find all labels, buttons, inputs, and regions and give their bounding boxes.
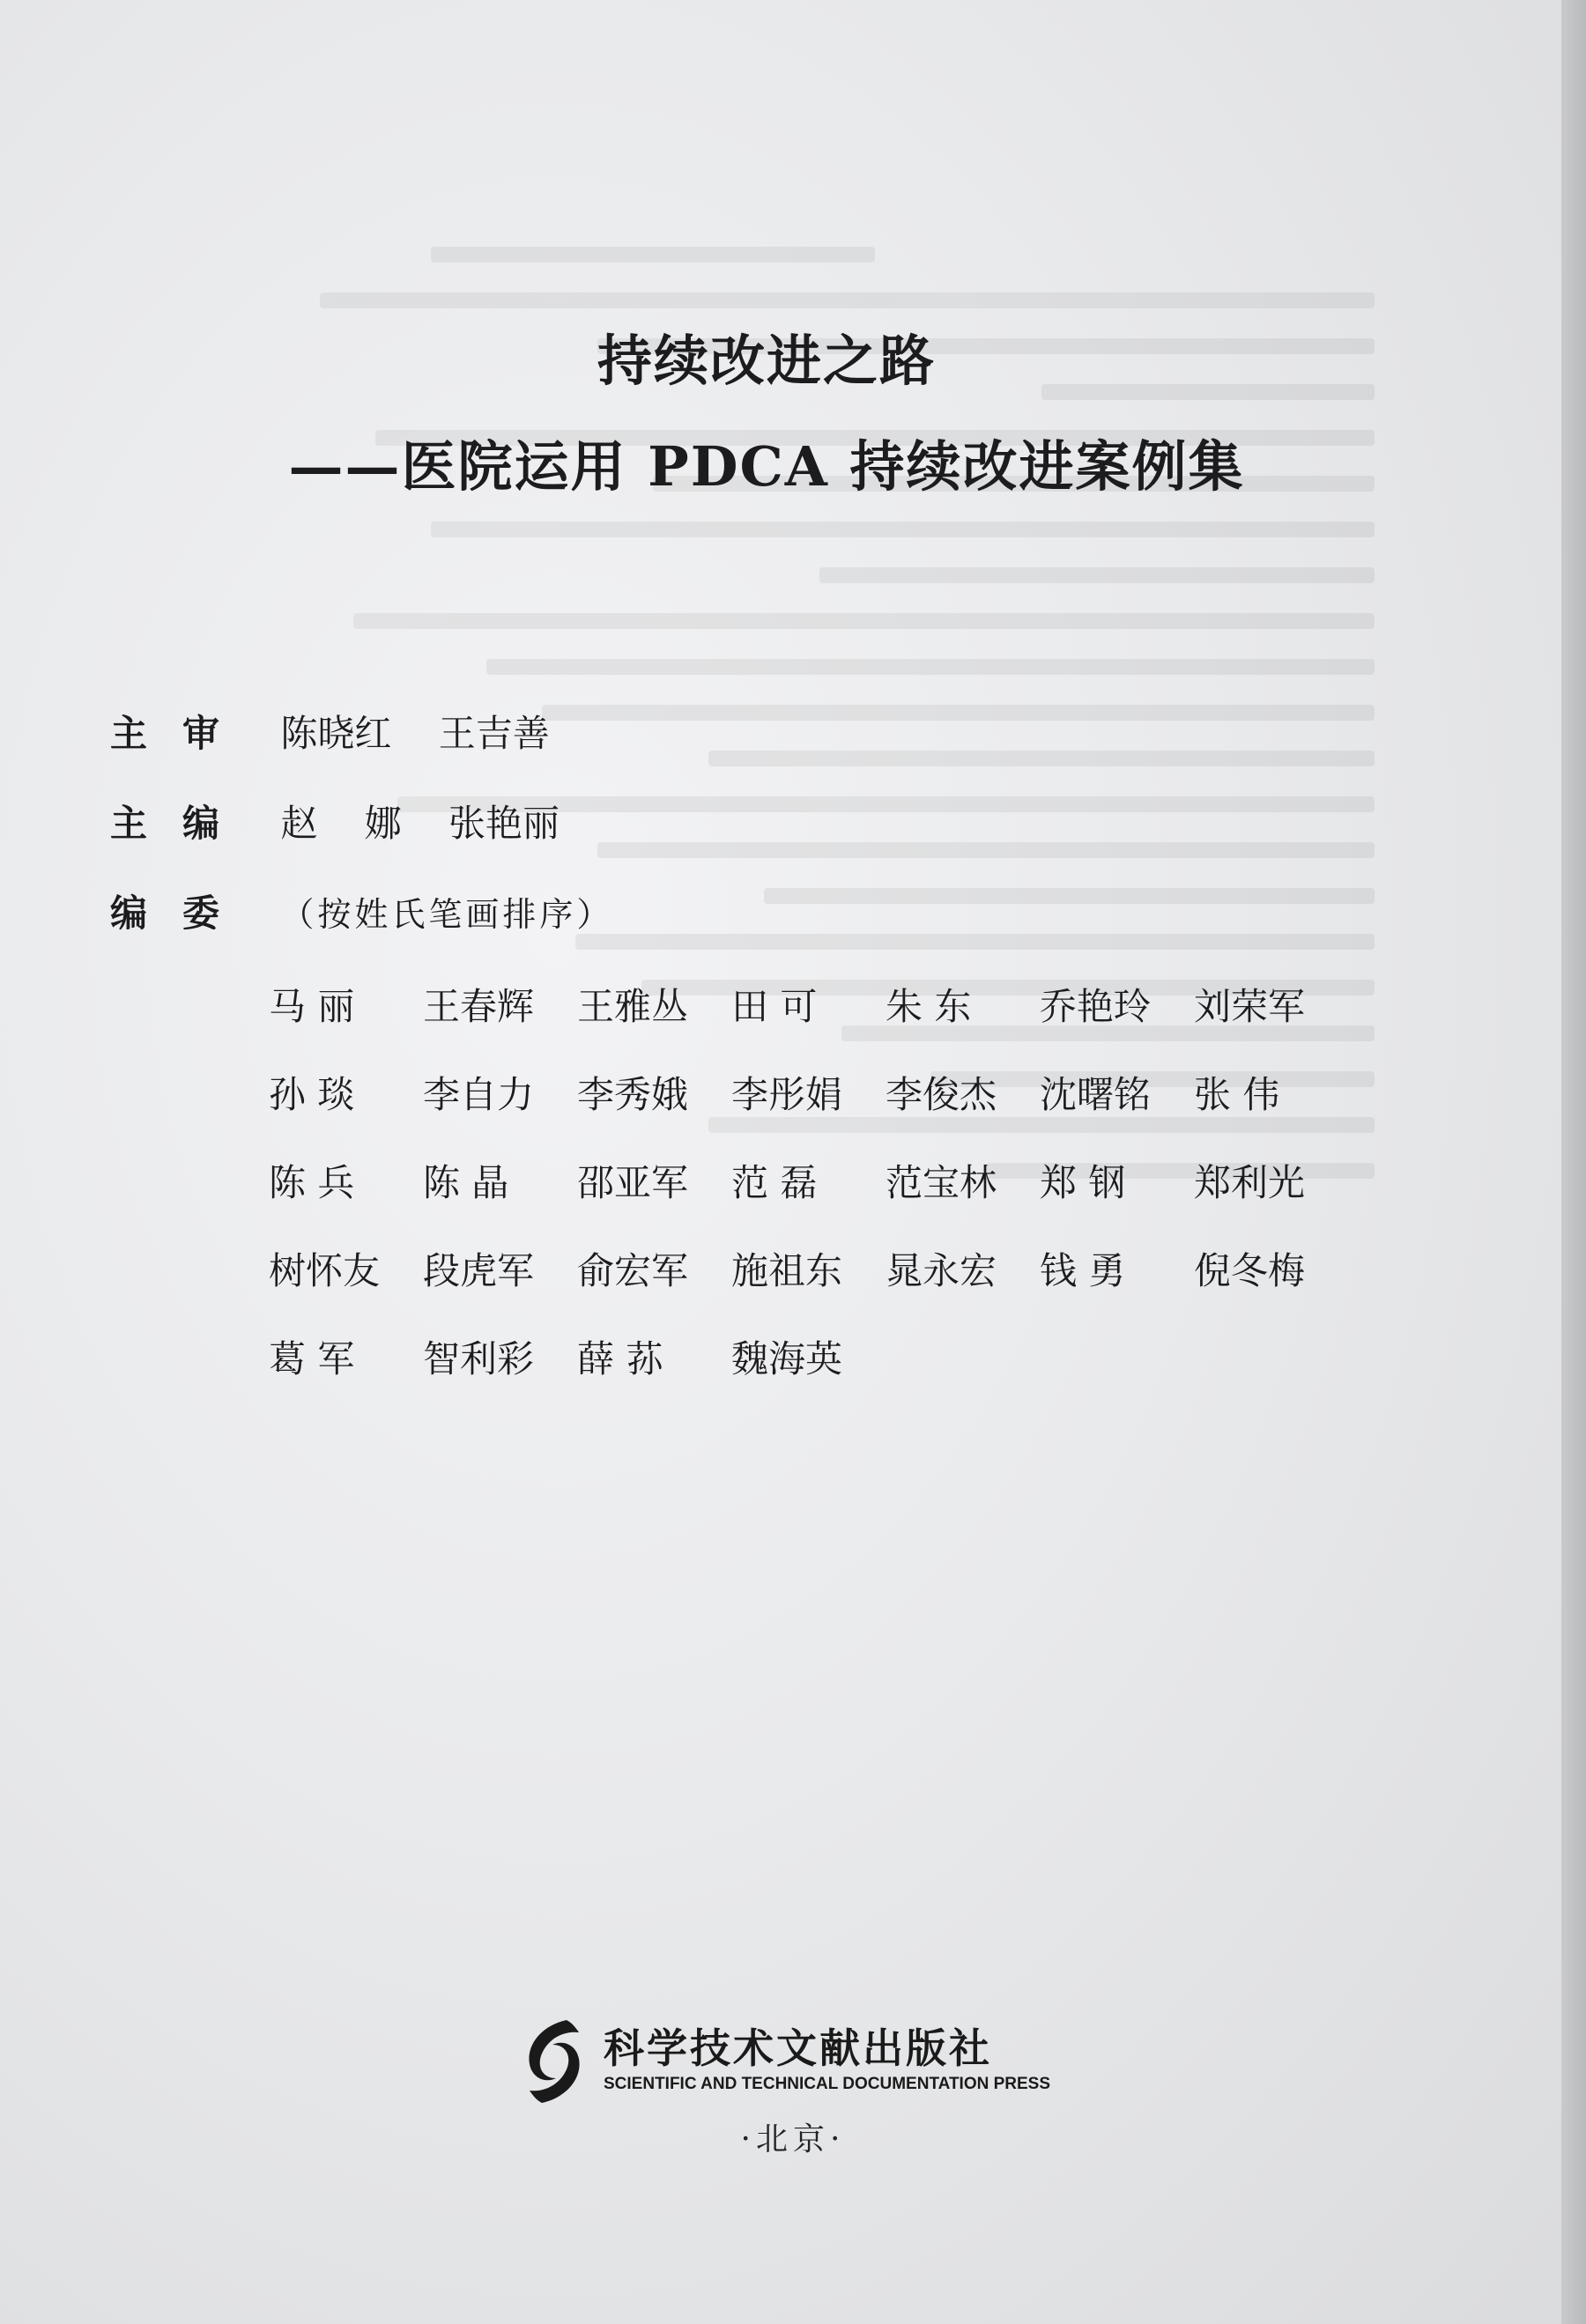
reviewer-row: [110, 705, 550, 758]
committee-member: 俞宏军: [577, 1249, 689, 1292]
editor-row: [110, 795, 560, 847]
committee-member: 郑 钢: [1040, 1161, 1126, 1204]
reviewer-label: 主审: [110, 712, 256, 755]
book-title: 持续改进之路: [597, 329, 936, 393]
editor-names: 赵 娜 张艳丽: [280, 802, 560, 845]
committee-member: 朱 东: [886, 985, 972, 1028]
committee-member: 晁永宏: [886, 1249, 997, 1292]
committee-member: 马 丽: [269, 985, 355, 1028]
page-edge: [1561, 0, 1586, 2324]
committee-member: 树怀友: [269, 1249, 381, 1292]
committee-member: 魏海英: [731, 1337, 843, 1380]
committee-member: 葛 军: [269, 1337, 355, 1380]
committee-member: 田 可: [731, 985, 818, 1028]
committee-member: 钱 勇: [1040, 1249, 1126, 1292]
publisher-name-cn: 科学技术文献出版社: [604, 2024, 992, 2072]
committee-member: 郑利光: [1194, 1161, 1306, 1204]
committee-label: 编委: [110, 892, 256, 935]
committee-member: 李俊杰: [886, 1073, 997, 1116]
committee-member: 李彤娟: [731, 1073, 843, 1116]
committee-member: 段虎军: [423, 1249, 535, 1292]
publisher-block: [515, 2013, 1132, 2119]
committee-member: 孙 琰: [269, 1073, 355, 1116]
committee-member: 李自力: [423, 1073, 535, 1116]
committee-member: 邵亚军: [577, 1161, 689, 1204]
committee-member: 范 磊: [731, 1161, 818, 1204]
committee-member: 王雅丛: [577, 985, 689, 1028]
committee-member: 薛 荪: [577, 1337, 663, 1380]
reviewer-names: 陈晓红 王吉善: [280, 712, 550, 755]
publisher-logo-icon: [515, 2013, 593, 2110]
committee-member: 刘荣军: [1194, 985, 1306, 1028]
committee-member: 陈 兵: [269, 1161, 355, 1204]
editor-label: 主编: [110, 802, 256, 845]
committee-member: 沈曙铭: [1040, 1073, 1152, 1116]
committee-member: 智利彩: [423, 1337, 535, 1380]
committee-member: 张 伟: [1194, 1073, 1280, 1116]
publisher-city: ·北京·: [740, 2121, 846, 2157]
committee-member: 李秀娥: [577, 1073, 689, 1116]
committee-member: 范宝林: [886, 1161, 997, 1204]
committee-member: 陈 晶: [423, 1161, 509, 1204]
committee-note: （按姓氏笔画排序）: [280, 895, 614, 934]
committee-member: 乔艳玲: [1040, 985, 1152, 1028]
publisher-name-en: SCIENTIFIC AND TECHNICAL DOCUMENTATION PRESS: [604, 2075, 1051, 2093]
committee-member: 倪冬梅: [1194, 1249, 1306, 1292]
committee-member: 施祖东: [731, 1249, 843, 1292]
committee-member: 王春辉: [423, 985, 535, 1028]
committee-row: [110, 884, 613, 937]
book-subtitle: ——医院运用 PDCA 持续改进案例集: [288, 434, 1245, 499]
